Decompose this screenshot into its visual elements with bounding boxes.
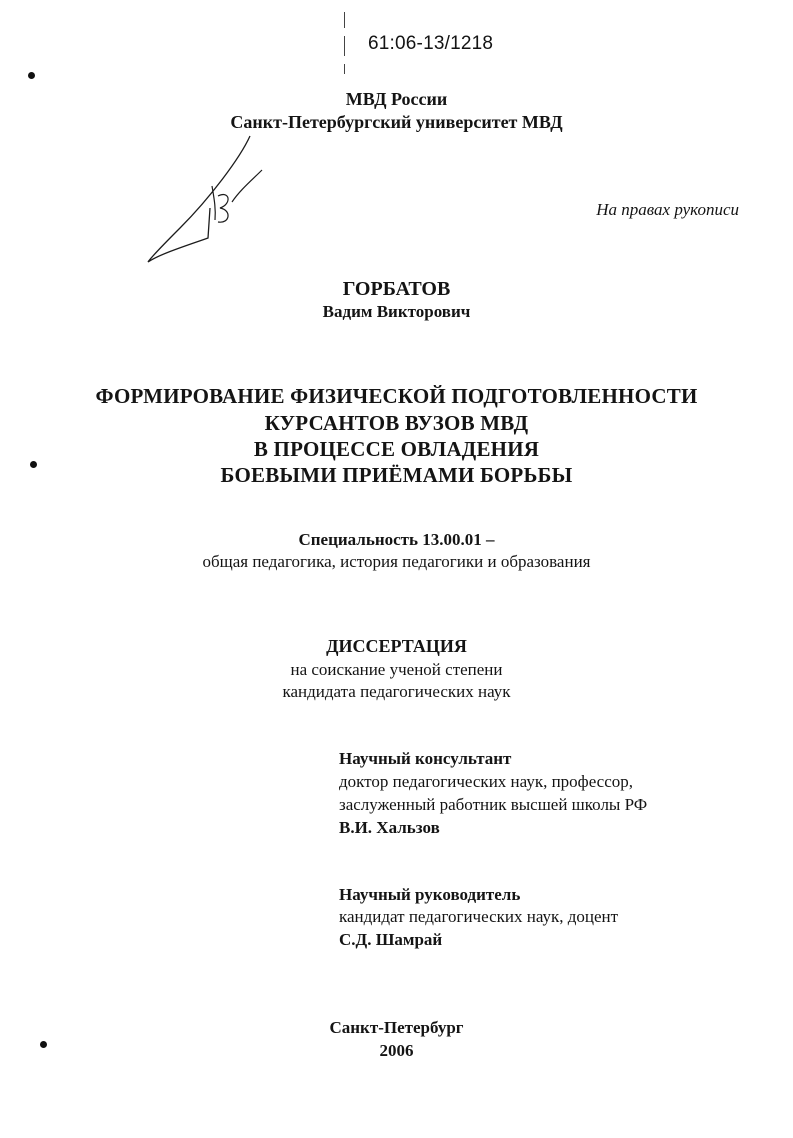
scan-margin-line-top — [344, 12, 345, 28]
author-surname: ГОРБАТОВ — [342, 278, 451, 300]
consultant-name: В.И. Хальзов — [339, 818, 440, 837]
dissertation-title-line: БОЕВЫМИ ПРИЁМАМИ БОРЬБЫ — [220, 463, 573, 487]
rights-note: На правах рукописи — [596, 200, 739, 219]
dissertation-title-line: В ПРОЦЕССЕ ОВЛАДЕНИЯ — [253, 437, 540, 461]
signature — [140, 128, 280, 268]
dissertation-title-line: ФОРМИРОВАНИЕ ФИЗИЧЕСКОЙ ПОДГОТОВЛЕННОСТИ — [95, 384, 698, 408]
dissertation-title-line: КУРСАНТОВ ВУЗОВ МВД — [264, 411, 529, 435]
supervisor-credentials: кандидат педагогических наук, доцент — [339, 907, 619, 926]
scan-margin-line-mid — [344, 36, 345, 56]
dissertation-heading: ДИССЕРТАЦИЯ — [326, 636, 467, 656]
degree-line-2: кандидата педагогических наук — [282, 682, 511, 701]
year: 2006 — [379, 1041, 414, 1060]
supervisor-name: С.Д. Шамрай — [339, 930, 443, 949]
consultant-credentials-2: заслуженный работник высшей школы РФ — [339, 795, 648, 814]
author-given-names: Вадим Викторович — [322, 302, 471, 321]
scan-margin-line-low — [344, 64, 345, 74]
binding-hole-mark — [28, 72, 35, 79]
consultant-role: Научный консультант — [339, 749, 512, 768]
specialty-description: общая педагогика, история педагогики и образования — [202, 552, 591, 571]
archive-number: 61:06-13/1218 — [368, 33, 494, 54]
supervisor-role: Научный руководитель — [339, 885, 521, 904]
specialty-code: Специальность 13.00.01 – — [298, 530, 495, 549]
consultant-credentials-1: доктор педагогических наук, профессор, — [339, 772, 634, 791]
city: Санкт-Петербург — [329, 1018, 464, 1037]
ministry-name: МВД России — [345, 89, 448, 109]
degree-line-1: на соискание ученой степени — [290, 660, 503, 679]
university-name: Санкт-Петербургский университет МВД — [230, 112, 563, 132]
